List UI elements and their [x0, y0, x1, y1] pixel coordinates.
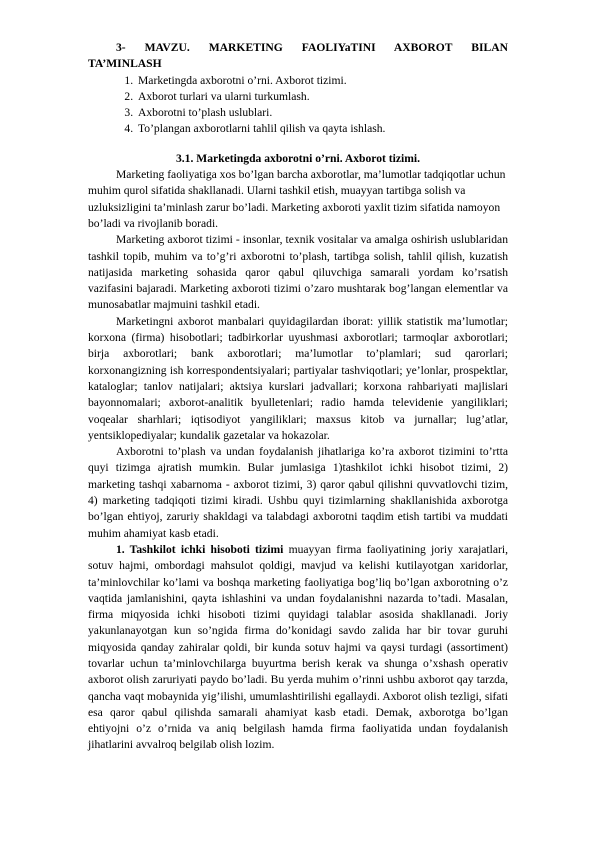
- chapter-title-continued: TA’MINLASH: [88, 57, 162, 71]
- topic-item: 4. To’plangan axborotlarni tahlil qilish va qayta ishlash.: [136, 121, 508, 137]
- topic-list: [88, 73, 508, 138]
- paragraph: Axborotni to’plash va undan foydalanish jihatlariga ko’ra axborot tizimini to’rtta quyi tizimga ajratish mumkin. Bular jumlasiga 1)tashkilot ichki hisobot tizimi, 2) marketing tashqi xabarnoma - axborot tizimi, 3) qaror qabul qilishni quvvatlovchi tizim, 4) marketing tadqiqoti tizimi kiradi. Ushbu quyi tizimlarning shakllanishida axborotga bo’lgan ehtiyoj, zaruriy shakldagi va talabdagi axborotni taqdim etish tartibi va muddati muhim ahamiyat kasb etadi.: [88, 445, 508, 540]
- document-page: [88, 40, 508, 754]
- topic-item: 2. Axborot turlari va ularni turkumlash.: [136, 89, 508, 105]
- topic-item: 1. Marketingda axborotni o’rni. Axborot tizimi.: [136, 73, 508, 89]
- paragraph-text: muayyan firma faoliyatining joriy xarajatlari, sotuv hajmi, ombordagi mahsulot qoldigi, mavjud va kelishi kutilayotgan xaridorlar, ta’minlovchilar ko’lami va boshqa marketing faoliyatiga bog’liq bo’lgan axborotning o’z vaqtida jamlanishini, qayta ishlashini va undan foydalanishni nazarda to’tadi. Masalan, firma miqyosida ichki hisoboti tizimi quyidagi talablar asosida shakllanadi. Joriy yakunlanayotgan kun so’ngida firma do’konidagi savdo zalida har bir tovar guruhi miqyosida qanday zahiralar qoldi, bir kunda sotuv hajmi va qaysi turdagi (assortiment) tovarlar uchun ta’minlovchilarga buyurtma berish kerak va shunga o’xshash operativ axborot olish zaruriyati paydo bo’ladi. Bu yerda muhim o’rinni ushbu axborot qay tarzda, qancha vaqt mobaynida yig’ilishi, umumlashtirilishi egallaydi. Axborot olish tezligi, sifati esa qaror qabul qilishda samarali ahamiyat kasb etadi. Demak, axborotga bo’lgan ehtiyojni o’z o’rnida va aniq belgilash hamda firma faoliyatida undan foydalanish jihatlarini avvalroq belgilab olish lozim.: [88, 542, 508, 752]
- bold-lead-term: 1. Tashkilot ichki hisoboti tizimi: [116, 542, 284, 556]
- chapter-title: 3- MAVZU. MARKETING FAOLIYaTINI AXBOROT BILAN: [116, 41, 508, 54]
- paragraph: Marketing faoliyatiga xos bo’lgan barcha axborotlar, ma’lumotlar tadqiqotlar uchun muhim qurol sifatida shakllanadi. Ularni tashkil etish, muayyan tartibga solish va uzluksizligini ta’minlash zarur bo’ladi. Marketing axboroti yaxlit tizim sifatida namoyon bo’ladi va rivojlanib boradi.: [88, 168, 506, 230]
- section-title: 3.1. Marketingda axborotni o’rni. Axborot tizimi.: [175, 151, 420, 165]
- paragraph-internal-reporting: [88, 542, 508, 754]
- topic-item: 3. Axborotni to’plash uslublari.: [136, 105, 508, 121]
- paragraph: Marketing axborot tizimi - insonlar, texnik vositalar va amalga oshirish uslublaridan tashkil topib, muhim va to’g’ri axborotni to’plash, tartibga solish, tahlil qilish, kuzatish natijasida marketing sohasida qaror qabul qiluvchiga samarali yordam ko’rsatish vazifasini bajaradi. Marketing axboroti tizimi o’zaro mushtarak bog’langan elementlar va munosabatlar majmuini tashkil etadi.: [88, 233, 508, 312]
- paragraph: Marketingni axborot manbalari quyidagilardan iborat: yillik statistik ma’lumotlar; korxona (firma) hisobotlari; tadbirkorlar uyushmasi axborotlari; tarmoqlar axborotlari; birja axborotlari; bank axborotlari; ma’lumotlar to’plamlari; sud qarorlari; korxonangizning ish korrespondentsiyalari; partiyalar tashviqotlari; ye’lonlar, prospektlar, kataloglar; tanlov natijalari; aktsiya kurslari jadvallari; korxona rahbariyati majlislari bayonnomalari; axborot-analitik byulletenlari; radio hamda televidenie yangiliklari; voqealar sharhlari; iqtisodiyot yangiliklari; maxsus kitob va jurnallar; lug’atlar, yentsiklopediyalar; kundalik gazetalar va hokazolar.: [88, 314, 508, 442]
